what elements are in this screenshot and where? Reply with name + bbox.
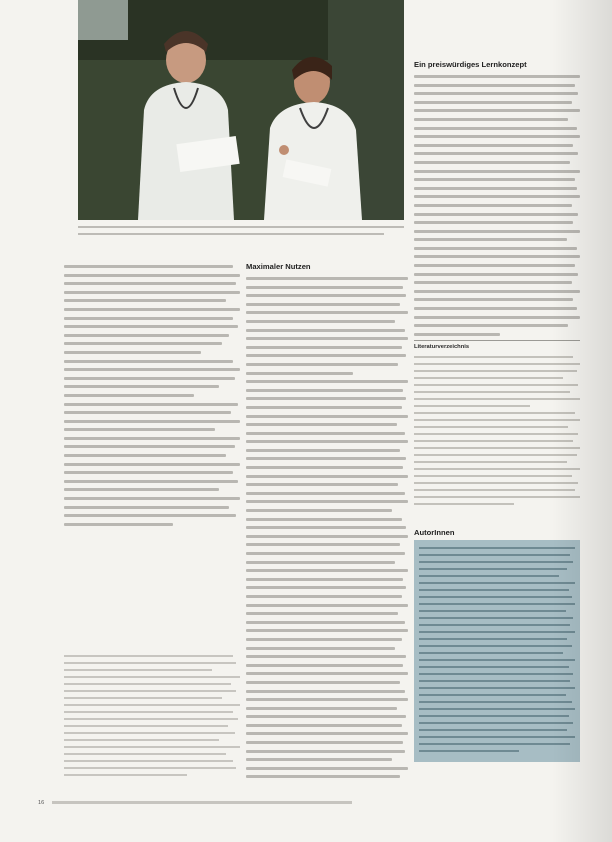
section-heading: Maximaler Nutzen bbox=[246, 262, 311, 271]
text-column-3 bbox=[414, 60, 580, 338]
section-heading: Ein preiswürdiges Lernkonzept bbox=[414, 60, 527, 69]
photo-caption bbox=[78, 224, 404, 237]
nurses-photo bbox=[78, 0, 404, 220]
literature-heading: Literaturverzeichnis bbox=[414, 344, 470, 350]
authors-list bbox=[414, 540, 580, 762]
text-column-2 bbox=[246, 262, 408, 781]
article-photo bbox=[78, 0, 404, 220]
footnotes bbox=[64, 652, 240, 778]
literature-box bbox=[414, 340, 580, 507]
authors-box bbox=[414, 528, 580, 762]
text-column-1 bbox=[64, 262, 240, 528]
page-footer bbox=[38, 800, 558, 806]
authors-heading: AutorInnen bbox=[414, 528, 455, 537]
page-number: 16 bbox=[38, 800, 45, 806]
